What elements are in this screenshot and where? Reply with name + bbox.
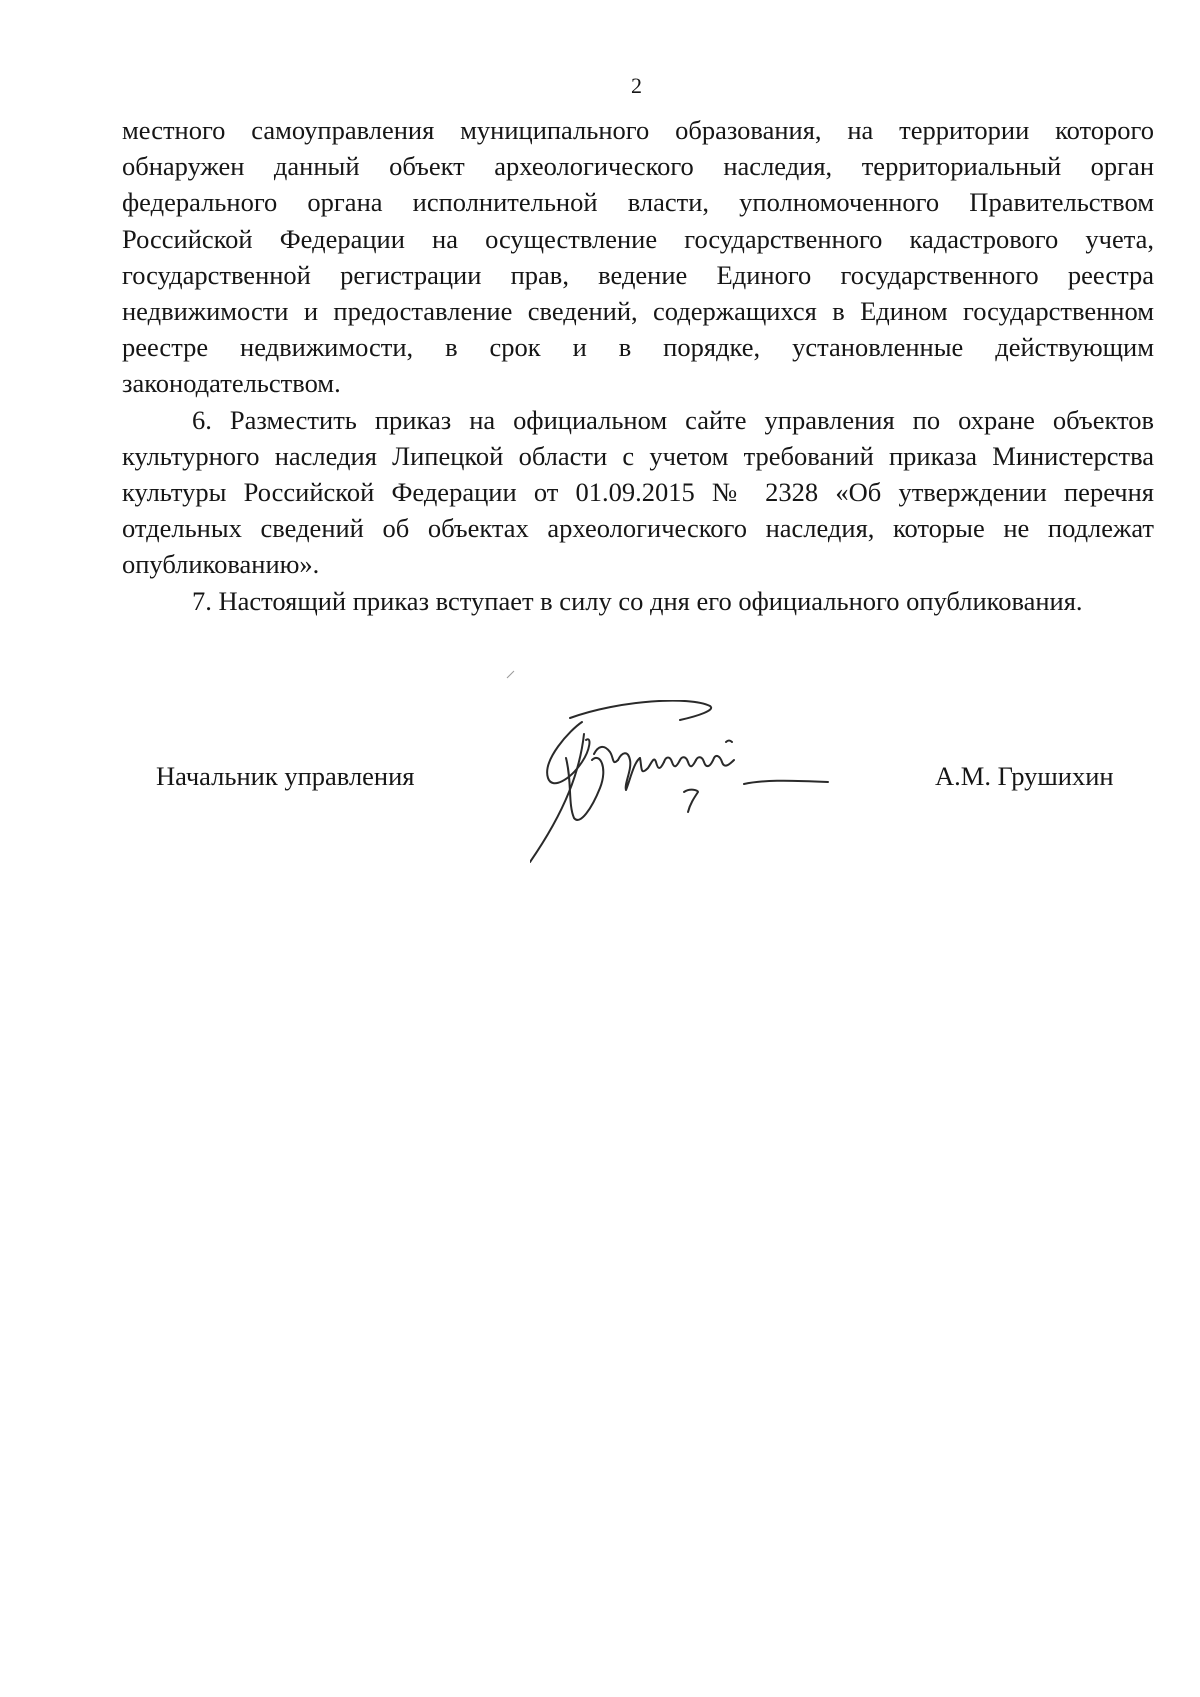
paragraph-item-7: 7. Настоящий приказ вступает в силу со дня его официального опубликования. [192,585,1083,616]
signer-position: Начальник управления [156,761,415,791]
paragraph-continuation: местного самоуправления муниципального образования, на территории которого обнаружен данный объект археологического наследия, территориальный орган федерального органа исполнительной власти, уполномоченного Правительством Российской Федерации на осуществление государственного кадастрового учета, государственной регистрации прав, ведение Единого государственного реестра недвижимости и предоставление сведений, содержащихся в Едином государственном реестре недвижимости, в срок и в порядке, установленные действующим законодательством. [122,115,1154,399]
signer-name: А.М. Грушихин [935,761,1114,791]
paragraph-item-6: 6. Разместить приказ на официальном сайте управления по охране объектов культурного наследия Липецкой области с учетом требований приказа Министерства культуры Российской Федерации от 01.09.2015 № 2328 «Об утверждении перечня отдельных сведений об объектах археологического наследия, которые не подлежат опубликованию». [122,404,1154,580]
document-body [122,112,1154,619]
stray-ink-mark [505,668,517,680]
handwritten-signature [530,700,860,870]
page-number: 2 [631,73,642,98]
